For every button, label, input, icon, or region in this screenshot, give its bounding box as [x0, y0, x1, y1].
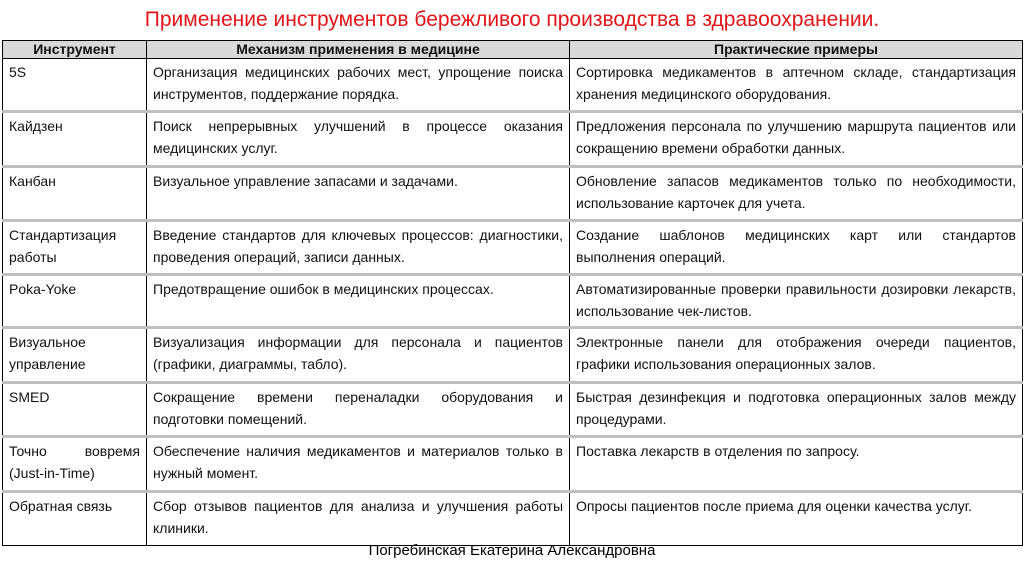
cell-tool: Визуальное управление — [3, 328, 147, 383]
cell-examples: Предложения персонала по улучшению маршрута пациентов или сокращению времени обработки данных. — [570, 112, 1023, 167]
cell-tool: SMED — [3, 383, 147, 437]
cell-examples: Автоматизированные проверки правильности дозировки лекарств, использование чек-листов. — [570, 275, 1023, 328]
cell-examples: Опросы пациентов после приема для оценки качества услуг. — [570, 492, 1023, 546]
cell-tool: 5S — [3, 59, 147, 112]
column-header-examples: Практические примеры — [570, 41, 1023, 59]
cell-examples: Создание шаблонов медицинских карт или стандартов выполнения операций. — [570, 221, 1023, 275]
cell-examples: Поставка лекарств в отделения по запросу. — [570, 437, 1023, 492]
cell-tool: Кайдзен — [3, 112, 147, 167]
cell-mechanism: Сбор отзывов пациентов для анализа и улучшения работы клиники. — [147, 492, 570, 546]
column-header-mechanism: Механизм применения в медицине — [147, 41, 570, 59]
lean-tools-table — [2, 40, 1023, 546]
cell-examples: Сортировка медикаментов в аптечном складе, стандартизация хранения медицинского оборудования. — [570, 59, 1023, 112]
cell-mechanism: Организация медицинских рабочих мест, упрощение поиска инструментов, поддержание порядка. — [147, 59, 570, 112]
cell-mechanism: Визуальное управление запасами и задачами. — [147, 167, 570, 221]
table-row — [3, 167, 1023, 221]
table-row — [3, 275, 1023, 328]
cell-examples: Электронные панели для отображения очереди пациентов, графики использования операционных залов. — [570, 328, 1023, 383]
column-header-tool: Инструмент — [3, 41, 147, 59]
table-row — [3, 492, 1023, 546]
table-row — [3, 437, 1023, 492]
cell-mechanism: Предотвращение ошибок в медицинских процессах. — [147, 275, 570, 328]
table-row — [3, 221, 1023, 275]
author-footer: Погребинская Екатерина Александровна — [368, 542, 656, 559]
table-row — [3, 59, 1023, 112]
cell-tool: Обратная связь — [3, 492, 147, 546]
cell-examples: Обновление запасов медикаментов только по необходимости, использование карточек для учета. — [570, 167, 1023, 221]
cell-mechanism: Визуализация информации для персонала и пациентов (графики, диаграммы, табло). — [147, 328, 570, 383]
table-row — [3, 112, 1023, 167]
cell-tool: Канбан — [3, 167, 147, 221]
cell-mechanism: Сокращение времени переналадки оборудования и подготовки помещений. — [147, 383, 570, 437]
slide-title: Применение инструментов бережливого производства в здравоохранении. — [144, 8, 880, 31]
table-row — [3, 383, 1023, 437]
cell-tool: Стандартизация работы — [3, 221, 147, 275]
cell-tool: Точно вовремя (Just-in-Time) — [3, 437, 147, 492]
cell-mechanism: Обеспечение наличия медикаментов и материалов только в нужный момент. — [147, 437, 570, 492]
table-header-row — [3, 41, 1023, 59]
cell-mechanism: Поиск непрерывных улучшений в процессе оказания медицинских услуг. — [147, 112, 570, 167]
table-row — [3, 328, 1023, 383]
cell-examples: Быстрая дезинфекция и подготовка операционных залов между процедурами. — [570, 383, 1023, 437]
cell-tool: Poka-Yoke — [3, 275, 147, 328]
cell-mechanism: Введение стандартов для ключевых процессов: диагностики, проведения операций, записи данных. — [147, 221, 570, 275]
